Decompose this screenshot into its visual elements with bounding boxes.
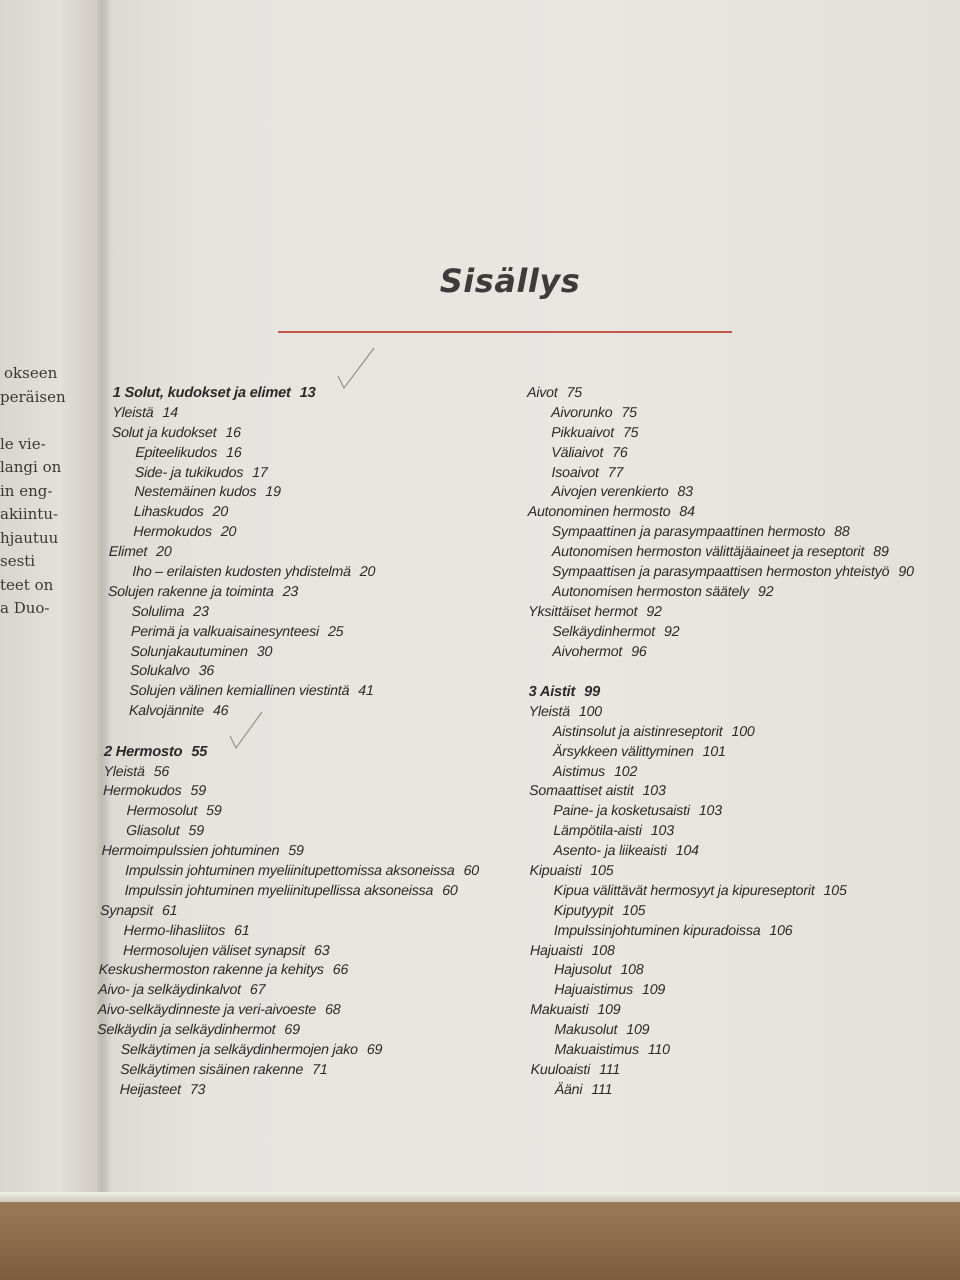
toc-entry bbox=[530, 961, 950, 981]
toc-entry-title: Aivo- ja selkäydinkalvot bbox=[97, 982, 242, 999]
toc-entry-page: 109 bbox=[626, 1022, 650, 1039]
toc-entry-title: Elimet bbox=[108, 544, 148, 561]
toc-entry-title: Aistimus bbox=[552, 763, 606, 780]
toc-entry bbox=[95, 1081, 495, 1101]
toc-entry bbox=[528, 623, 948, 643]
toc-entry bbox=[107, 603, 507, 623]
toc-entry bbox=[530, 942, 950, 962]
toc-entry-page: 103 bbox=[642, 783, 666, 800]
toc-entry bbox=[107, 623, 507, 643]
toc-entry-title: Selkäytimen sisäinen rakenne bbox=[120, 1061, 304, 1078]
toc-entry-title: Autonomisen hermoston välittäjäaineet ja reseptorit bbox=[551, 544, 865, 561]
toc-entry bbox=[530, 1021, 950, 1041]
toc-entry-title: Solukalvo bbox=[129, 663, 190, 680]
toc-entry-title: Gliasolut bbox=[125, 823, 180, 840]
toc-entry-title: 1 Solut, kudokset ja elimet bbox=[112, 385, 291, 401]
toc-entry-page: 68 bbox=[324, 1002, 341, 1019]
toc-entry bbox=[103, 763, 503, 783]
toc-entry bbox=[101, 862, 501, 882]
toc-entry-page: 73 bbox=[189, 1081, 206, 1098]
toc-entry-page: 13 bbox=[299, 385, 316, 401]
toc-entry-page: 96 bbox=[631, 643, 647, 660]
toc-entry bbox=[528, 483, 948, 503]
toc-entry bbox=[97, 1021, 497, 1041]
toc-entry-page: 90 bbox=[898, 564, 914, 581]
toc-entry-page: 92 bbox=[757, 583, 774, 600]
toc-entry-page: 69 bbox=[284, 1022, 300, 1039]
toc-entry-page: 83 bbox=[677, 484, 693, 501]
toc-entry-title: Asento- ja liikeaisti bbox=[553, 843, 667, 860]
toc-entry-title: Hajuaistimus bbox=[554, 982, 634, 999]
toc-entry-page: 76 bbox=[612, 444, 628, 461]
toc-entry-title: Makuaisti bbox=[530, 1002, 589, 1019]
toc-entry-page: 23 bbox=[282, 583, 299, 600]
toc-entry bbox=[96, 1061, 496, 1081]
toc-entry bbox=[109, 523, 509, 543]
page-title: Sisällys bbox=[439, 262, 581, 300]
facing-page-line: akiintu- bbox=[0, 505, 59, 523]
toc-entry-page: 103 bbox=[698, 803, 722, 820]
toc-entry-page: 14 bbox=[162, 404, 179, 421]
toc-entry-title: Makusolut bbox=[554, 1022, 618, 1039]
table-surface bbox=[0, 1202, 960, 1280]
toc-entry-title: Perimä ja valkuaisainesynteesi bbox=[130, 623, 320, 640]
toc-entry-title: Hermokudos bbox=[102, 783, 182, 800]
toc-entry-title: Hermoimpulssien johtuminen bbox=[101, 843, 280, 860]
toc-entry-title: Väliaivot bbox=[551, 444, 604, 461]
toc-entry-page: 109 bbox=[641, 982, 666, 999]
toc-entry-title: Hajusolut bbox=[554, 962, 612, 979]
toc-entry-title: Impulssin johtuminen myeliinitupellissa aksoneissa bbox=[124, 882, 434, 899]
toc-entry-title: Keskushermoston rakenne ja kehitys bbox=[98, 962, 324, 979]
toc-entry bbox=[97, 1001, 497, 1021]
toc-entry-title: Kipua välittävät hermosyyt ja kipureseptorit bbox=[553, 882, 815, 899]
toc-entry-page: 30 bbox=[256, 643, 273, 660]
facing-page-text bbox=[0, 362, 96, 621]
facing-page-line: langi on bbox=[0, 458, 62, 476]
toc-entry-title: 2 Hermosto bbox=[103, 743, 183, 760]
toc-entry bbox=[529, 782, 949, 802]
toc-entry-page: 60 bbox=[442, 882, 458, 899]
toc-entry-page: 20 bbox=[359, 564, 376, 581]
toc-entry-page: 46 bbox=[212, 703, 229, 720]
toc-entry bbox=[109, 543, 509, 563]
toc-entry-title: Autonominen hermosto bbox=[527, 504, 671, 521]
toc-entry-title: Isoaivot bbox=[551, 464, 599, 481]
toc-entry bbox=[96, 1041, 496, 1061]
toc-entry-page: 84 bbox=[679, 504, 695, 521]
toc-entry-title: Lihaskudos bbox=[133, 504, 204, 521]
facing-page-line: teet on bbox=[0, 575, 54, 594]
toc-entry bbox=[106, 662, 506, 682]
toc-entry-title: Impulssinjohtuminen kipuradoissa bbox=[553, 922, 761, 939]
toc-entry bbox=[528, 603, 948, 623]
toc-chapter-entry bbox=[104, 743, 504, 763]
toc-entry bbox=[112, 424, 512, 444]
toc-column-right bbox=[527, 384, 951, 1101]
toc-entry-page: 69 bbox=[366, 1042, 383, 1058]
toc-entry-title: Kiputyypit bbox=[553, 902, 614, 919]
toc-entry bbox=[111, 444, 511, 464]
toc-entry-title: Solunjakautuminen bbox=[130, 643, 248, 660]
toc-entry bbox=[528, 563, 948, 583]
toc-entry bbox=[106, 643, 506, 663]
toc-entry-page: 105 bbox=[622, 902, 646, 919]
toc-entry-page: 100 bbox=[578, 703, 603, 720]
toc-entry bbox=[103, 782, 503, 802]
toc-entry-title: Sympaattinen ja parasympaattinen hermosto bbox=[551, 524, 826, 541]
toc-entry-title: Aivojen verenkierto bbox=[551, 484, 669, 501]
toc-entry bbox=[111, 464, 511, 484]
toc-entry-page: 59 bbox=[188, 823, 205, 840]
toc-entry-title: Hermosolut bbox=[126, 803, 198, 820]
toc-entry bbox=[528, 583, 948, 603]
toc-entry-page: 63 bbox=[313, 942, 330, 959]
toc-entry-page: 61 bbox=[233, 922, 250, 939]
toc-entry bbox=[108, 563, 508, 583]
toc-entry-page: 99 bbox=[584, 683, 601, 700]
toc-entry bbox=[529, 763, 949, 783]
toc-entry-title: Synapsit bbox=[99, 902, 154, 919]
toc-entry bbox=[529, 802, 949, 822]
toc-entry-title: Impulssin johtuminen myeliinitupettomissa aksoneissa bbox=[124, 862, 455, 879]
toc-entry-page: 59 bbox=[190, 783, 207, 800]
toc-entry-page: 75 bbox=[621, 404, 637, 421]
toc-entry-page: 41 bbox=[358, 683, 374, 700]
toc-entry-title: Pikkuaivot bbox=[551, 424, 614, 441]
toc-entry bbox=[530, 981, 950, 1001]
facing-page-line: le vie- bbox=[0, 434, 46, 453]
toc-entry-page: 102 bbox=[614, 763, 638, 780]
toc-entry-page: 61 bbox=[161, 902, 178, 919]
toc-column-left bbox=[95, 384, 513, 1101]
toc-entry bbox=[530, 1041, 950, 1061]
toc-entry-page: 19 bbox=[265, 484, 281, 501]
toc-entry-title: Hermo-lihasliitos bbox=[123, 922, 226, 939]
toc-entry-title: Hermokudos bbox=[133, 524, 213, 541]
toc-entry bbox=[527, 404, 947, 424]
toc-entry bbox=[108, 583, 508, 603]
toc-entry bbox=[528, 643, 948, 663]
facing-page-line: okseen bbox=[4, 364, 58, 382]
toc-entry-title: Selkäytimen ja selkäydinhermojen jako bbox=[120, 1042, 358, 1058]
toc-entry bbox=[530, 862, 950, 882]
toc-entry bbox=[529, 723, 949, 743]
toc-entry-title: Solujen rakenne ja toiminta bbox=[107, 583, 274, 600]
toc-entry bbox=[112, 404, 512, 424]
toc-entry bbox=[527, 384, 947, 404]
toc-entry-title: Somaattiset aistit bbox=[529, 783, 634, 800]
facing-page-line: hjautuu bbox=[0, 528, 59, 547]
toc-entry-title: Epiteelikudos bbox=[135, 444, 218, 461]
toc-entry bbox=[530, 882, 950, 902]
toc-entry bbox=[529, 703, 949, 723]
toc-entry-title: Ärsykkeen välittyminen bbox=[552, 743, 694, 760]
toc-entry bbox=[530, 922, 950, 942]
toc-entry-title: Hermosolujen väliset synapsit bbox=[122, 942, 306, 959]
toc-entry-page: 100 bbox=[731, 723, 755, 740]
toc-entry-title: Iho – erilaisten kudosten yhdistelmä bbox=[132, 564, 351, 581]
toc-entry-page: 16 bbox=[225, 444, 242, 461]
toc-entry-title: Solut ja kudokset bbox=[111, 424, 217, 441]
toc-entry-page: 75 bbox=[622, 424, 639, 441]
toc-entry-page: 56 bbox=[153, 763, 170, 780]
toc-entry-page: 20 bbox=[155, 544, 172, 561]
toc-entry bbox=[529, 842, 949, 862]
toc-entry bbox=[110, 483, 510, 503]
toc-entry-title: Aistinsolut ja aistinreseptorit bbox=[552, 723, 723, 740]
toc-entry bbox=[100, 902, 500, 922]
toc-entry-page: 25 bbox=[327, 623, 344, 640]
toc-entry-page: 23 bbox=[193, 603, 209, 620]
toc-entry bbox=[527, 444, 947, 464]
toc-entry bbox=[110, 503, 510, 523]
toc-entry-title: Autonomisen hermoston säätely bbox=[552, 583, 750, 600]
toc-entry-page: 20 bbox=[212, 504, 229, 521]
toc-entry bbox=[531, 1081, 951, 1101]
toc-entry-title: Aivot bbox=[527, 385, 558, 401]
toc-entry bbox=[102, 802, 502, 822]
toc-entry-title: Yleistä bbox=[528, 703, 570, 720]
toc-entry-title: Lämpötila-aisti bbox=[553, 823, 642, 840]
toc-entry-page: 105 bbox=[823, 882, 847, 899]
toc-entry-title: Selkäydinhermot bbox=[552, 623, 656, 640]
toc-entry-title: Selkäydin ja selkäydinhermot bbox=[97, 1022, 276, 1039]
facing-page-line: sesti bbox=[0, 552, 36, 570]
toc-entry bbox=[530, 1001, 950, 1021]
facing-page-line: in eng- bbox=[0, 481, 53, 500]
toc-entry bbox=[98, 981, 498, 1001]
toc-entry bbox=[98, 961, 498, 981]
toc-entry-title: Nestemäinen kudos bbox=[134, 484, 257, 501]
toc-entry-page: 66 bbox=[332, 962, 349, 979]
toc-chapter-entry bbox=[529, 683, 949, 703]
facing-page-line: peräisen bbox=[0, 387, 66, 406]
toc-entry-page: 36 bbox=[198, 663, 215, 680]
toc-entry bbox=[101, 842, 501, 862]
toc-entry-page: 55 bbox=[191, 743, 208, 760]
toc-entry-page: 104 bbox=[675, 843, 699, 860]
toc-entry-title: Sympaattisen ja parasympaattisen hermoston yhteistyö bbox=[551, 564, 890, 581]
toc-entry-title: Side- ja tukikudos bbox=[134, 464, 244, 481]
toc-entry bbox=[105, 682, 505, 702]
toc-entry-page: 60 bbox=[463, 862, 480, 879]
toc-entry-title: Solulima bbox=[131, 603, 185, 620]
toc-entry bbox=[530, 902, 950, 922]
toc-entry-page: 103 bbox=[650, 823, 674, 840]
toc-entry-page: 109 bbox=[597, 1002, 621, 1019]
toc-entry bbox=[529, 743, 949, 763]
toc-entry-page: 20 bbox=[220, 524, 237, 541]
toc-entry bbox=[527, 424, 947, 444]
toc-entry-title: Hajuaisti bbox=[529, 942, 583, 959]
toc-entry-page: 105 bbox=[590, 862, 614, 879]
toc-entry-title: Kipuaisti bbox=[529, 862, 582, 879]
toc-entry-page: 77 bbox=[607, 464, 624, 481]
toc-entry-page: 92 bbox=[663, 623, 680, 640]
toc-entry-title: Yleistä bbox=[103, 763, 145, 780]
toc-entry-page: 75 bbox=[566, 385, 583, 401]
toc-entry-title: Yleistä bbox=[112, 404, 154, 421]
toc-entry-title: Makuaistimus bbox=[554, 1042, 639, 1058]
toc-entry-title: Heijasteet bbox=[119, 1081, 182, 1098]
toc-entry-page: 59 bbox=[288, 843, 304, 860]
toc-entry bbox=[529, 822, 949, 842]
toc-entry-title: Aivorunko bbox=[551, 404, 613, 421]
toc-entry-page: 92 bbox=[646, 603, 662, 620]
toc-entry bbox=[99, 942, 499, 962]
title-rule bbox=[278, 331, 732, 333]
toc-entry bbox=[528, 523, 948, 543]
toc-entry-page: 106 bbox=[769, 922, 793, 939]
toc-entry bbox=[527, 464, 947, 484]
page-edge bbox=[0, 1192, 960, 1202]
toc-entry-title: Solujen välinen kemiallinen viestintä bbox=[129, 683, 350, 700]
toc-entry-page: 101 bbox=[702, 743, 726, 760]
toc-entry-title: Kalvojännite bbox=[128, 703, 205, 720]
toc-entry-page: 89 bbox=[873, 544, 889, 561]
toc-entry-title: 3 Aistit bbox=[528, 683, 576, 700]
facing-page-line: a Duo- bbox=[0, 599, 50, 617]
toc-entry bbox=[100, 882, 500, 902]
toc-entry-page: 108 bbox=[620, 962, 644, 979]
toc-entry-page: 71 bbox=[311, 1061, 328, 1078]
toc-entry bbox=[99, 922, 499, 942]
toc-entry-title: Kuuloaisti bbox=[530, 1061, 591, 1078]
toc-entry-page: 59 bbox=[205, 803, 222, 820]
toc-entry-page: 88 bbox=[834, 524, 850, 541]
toc-entry-page: 111 bbox=[591, 1081, 613, 1098]
toc-entry-page: 16 bbox=[225, 424, 242, 441]
toc-entry-title: Yksittäiset hermot bbox=[528, 603, 638, 620]
toc-entry-page: 108 bbox=[591, 942, 615, 959]
facing-page-line bbox=[0, 409, 96, 433]
toc-entry-title: Ääni bbox=[554, 1081, 583, 1098]
toc-entry-title: Paine- ja kosketusaisti bbox=[553, 803, 690, 820]
toc-entry-page: 67 bbox=[249, 982, 266, 999]
toc-entry-title: Aivo-selkäydinneste ja veri-aivoeste bbox=[97, 1002, 317, 1019]
toc-entry-title: Aivohermot bbox=[552, 643, 623, 660]
toc-entry bbox=[531, 1061, 951, 1081]
toc-entry-page: 111 bbox=[599, 1061, 621, 1078]
toc-entry bbox=[528, 503, 948, 523]
toc-chapter-entry bbox=[113, 384, 513, 404]
toc-entry bbox=[105, 702, 505, 722]
toc-entry bbox=[102, 822, 502, 842]
toc-entry bbox=[528, 543, 948, 563]
toc-entry-page: 17 bbox=[252, 464, 268, 481]
toc-entry-page: 110 bbox=[647, 1042, 670, 1058]
